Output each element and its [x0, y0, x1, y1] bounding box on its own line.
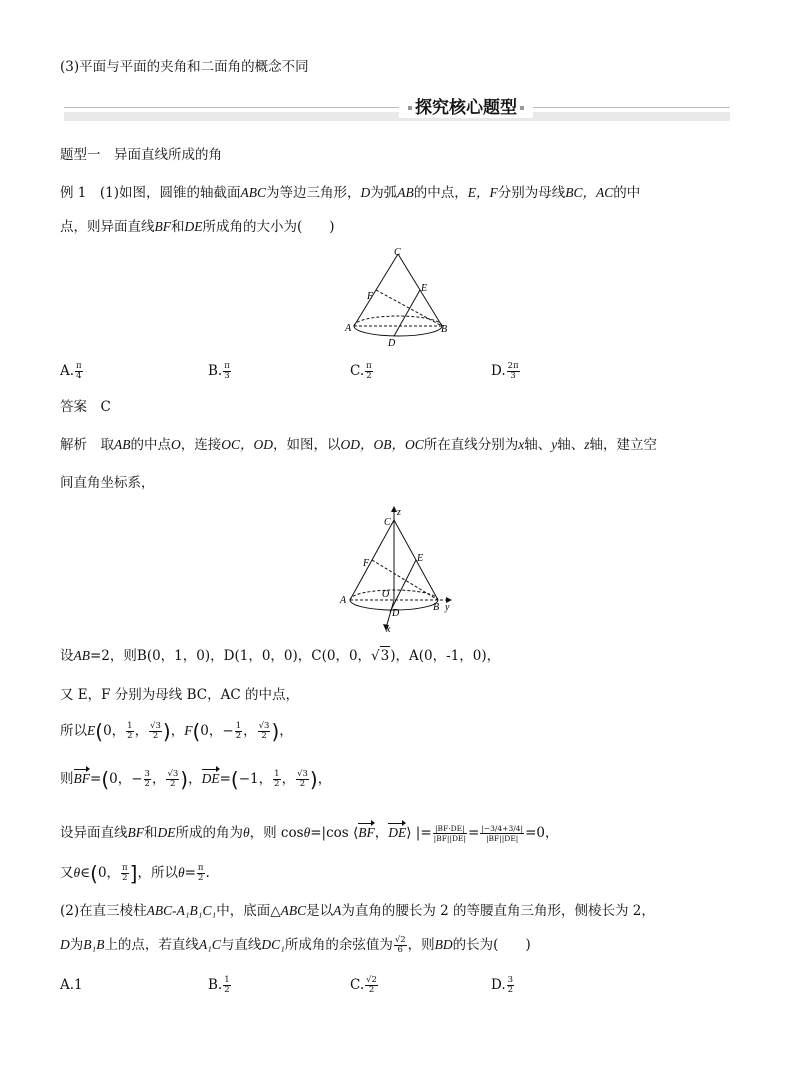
- theta-line: 又θ∈(0， $\frac{\pi}{2}$ ]，所以θ= $\frac{\pi}{2}$ .: [60, 861, 210, 886]
- math: BC，AC: [565, 185, 614, 200]
- section-header: [64, 98, 730, 122]
- fraction: $\frac{|-3/4+3/4|}{|BF||DE|}$: [481, 824, 524, 843]
- fraction: $\frac{2\pi}{3}$: [507, 361, 519, 381]
- option-letter: A.: [60, 363, 75, 379]
- option-a: [60, 362, 84, 381]
- section-title-text: 探究核心题型: [415, 98, 517, 118]
- cone-figure-2: [334, 504, 464, 634]
- vector-bf: BF: [73, 771, 90, 786]
- math: y: [551, 437, 558, 452]
- analysis-line1: [60, 436, 657, 454]
- math: E: [87, 723, 96, 738]
- bullet-icon: [520, 106, 524, 110]
- cos-line: 设异面直线BF和DE所成的角为θ，则 cosθ=|cos ⟨BF，DE⟩ |= $\frac{|BF\cdot DE|}{|BF||DE|}$ = $\frac{|-3/4+3/4|}{|BF||DE|}$ =0，: [60, 824, 559, 843]
- point-b: B(0，1，0)，: [136, 648, 224, 664]
- math: AB: [114, 437, 131, 452]
- points-ef-line: 所以E(0， $\frac{1}{2}$ ， $\frac{√3}{2}$ )，F(0，− $\frac{1}{2}$ ， $\frac{√3}{2}$ )，: [60, 719, 293, 744]
- math: E，F: [467, 185, 498, 200]
- text: 所以: [60, 723, 87, 739]
- text: 的中点: [130, 437, 171, 453]
- text: 点，则异面直线: [60, 219, 155, 235]
- q2-option-c: C. $\frac{√2}{2}$: [350, 975, 377, 995]
- option-letter: D.: [491, 363, 506, 379]
- top-line: (3)平面与平面的夹角和二面角的概念不同: [60, 59, 309, 75]
- label-B: B: [441, 324, 448, 335]
- point-d: D(1，0，0)，: [223, 648, 312, 664]
- math: z: [584, 437, 590, 452]
- vector-de: DE: [201, 771, 220, 786]
- math: F: [184, 723, 193, 738]
- point-a: A(0，-1，0)，: [409, 648, 501, 664]
- option-letter: C.: [350, 363, 365, 379]
- text: 例 1 (1)如图，圆锥的轴截面: [60, 185, 241, 201]
- math: x: [518, 437, 525, 452]
- vectors-line: 则BF=(0，− $\frac{3}{2}$ ， $\frac{√3}{2}$ )，DE=(−1， $\frac{1}{2}$ ， $\frac{√3}{2}$ )，: [60, 767, 332, 792]
- midpoint-line: 又 E，F 分别为母线 BC，AC 的中点，: [60, 687, 299, 703]
- text: 为弧: [370, 185, 398, 201]
- math: DE: [184, 219, 203, 234]
- text: 所在直线分别为: [423, 437, 519, 453]
- text: ，连接: [180, 437, 222, 453]
- text: 为等边三角形，: [266, 185, 361, 201]
- text: =2，则: [90, 648, 137, 664]
- fraction: $\frac{|BF\cdot DE|}{|BF||DE|}$: [433, 824, 466, 843]
- label-E: E: [421, 283, 428, 294]
- text: ，如图，以: [273, 437, 341, 453]
- label-B: B: [433, 602, 440, 613]
- text: 则: [60, 771, 74, 787]
- header-rule: [64, 107, 730, 108]
- text: 和: [171, 219, 185, 235]
- math: BF: [154, 219, 171, 234]
- q2-option-b: B. $\frac{1}{2}$: [208, 975, 230, 995]
- bullet-icon: [408, 106, 412, 110]
- label-x: x: [386, 624, 391, 634]
- text: 所成角的大小为( ): [202, 219, 335, 235]
- text: 解析 取: [60, 437, 114, 453]
- math: AB: [397, 185, 414, 200]
- cone-figure-1: [340, 244, 460, 350]
- math: D: [360, 185, 371, 200]
- type-heading: 题型一 异面直线所成的角: [60, 147, 222, 163]
- section-title: [399, 98, 533, 118]
- math: OD，OB，OC: [340, 437, 424, 452]
- point-c: C(0，0，: [311, 648, 372, 664]
- text: 的中: [613, 185, 641, 201]
- text: 设: [60, 648, 74, 664]
- text: 轴、: [557, 437, 585, 453]
- fraction: $\frac{\pi}{3}$: [224, 361, 230, 381]
- label-C: C: [384, 517, 391, 528]
- math: ABC: [240, 185, 267, 200]
- label-C: C: [394, 247, 401, 258]
- label-D: D: [392, 608, 400, 619]
- analysis-line2: 间直角坐标系，: [60, 475, 155, 491]
- text: 轴、: [524, 437, 552, 453]
- fraction: $\frac{\pi}{4}$: [76, 361, 82, 381]
- option-letter: B.: [208, 363, 223, 379]
- fraction: $\frac{√2}{6}$: [394, 935, 406, 955]
- math: OC，OD: [221, 437, 274, 452]
- label-A: A: [345, 323, 352, 334]
- label-y: y: [445, 602, 450, 613]
- math: AB: [73, 648, 90, 663]
- answer-line: 答案 C: [60, 399, 111, 415]
- sqrt-icon: √: [371, 648, 380, 664]
- label-A: A: [340, 595, 347, 606]
- q2-line2: D为B₁B上的点，若直线A₁C与直线DC₁所成角的余弦值为 $\frac{√2}{6}$ ，则BD的长为( ): [60, 935, 531, 955]
- option-b: [208, 362, 232, 381]
- example1-line1: [60, 184, 640, 202]
- label-F: F: [367, 291, 374, 302]
- q2-option-d: D. $\frac{3}{2}$: [491, 975, 514, 995]
- label-F: F: [363, 558, 370, 569]
- math: O: [171, 437, 181, 452]
- header-band: [64, 112, 730, 121]
- q2-option-a: A.1: [60, 977, 83, 993]
- label-E: E: [417, 553, 424, 564]
- q2-line1: (2)在直三棱柱ABC-A₁B₁C₁中，底面△ABC是以A为直角的腰长为 2 的等腰直角三角形，侧棱长为 2，: [60, 903, 655, 919]
- fraction: $\frac{\pi}{2}$: [366, 361, 372, 381]
- label-D: D: [388, 338, 396, 349]
- example1-line2: [60, 218, 335, 236]
- text: )，: [390, 648, 410, 664]
- label-O: O: [382, 589, 390, 600]
- text: 的中点，: [413, 185, 468, 201]
- option-c: [350, 362, 374, 381]
- option-d: [491, 362, 521, 381]
- label-z: z: [397, 507, 401, 518]
- sqrt-value: 3: [380, 648, 390, 664]
- text: 轴，建立空: [589, 437, 658, 453]
- text: 分别为母线: [497, 185, 566, 201]
- coords-line: [60, 646, 500, 665]
